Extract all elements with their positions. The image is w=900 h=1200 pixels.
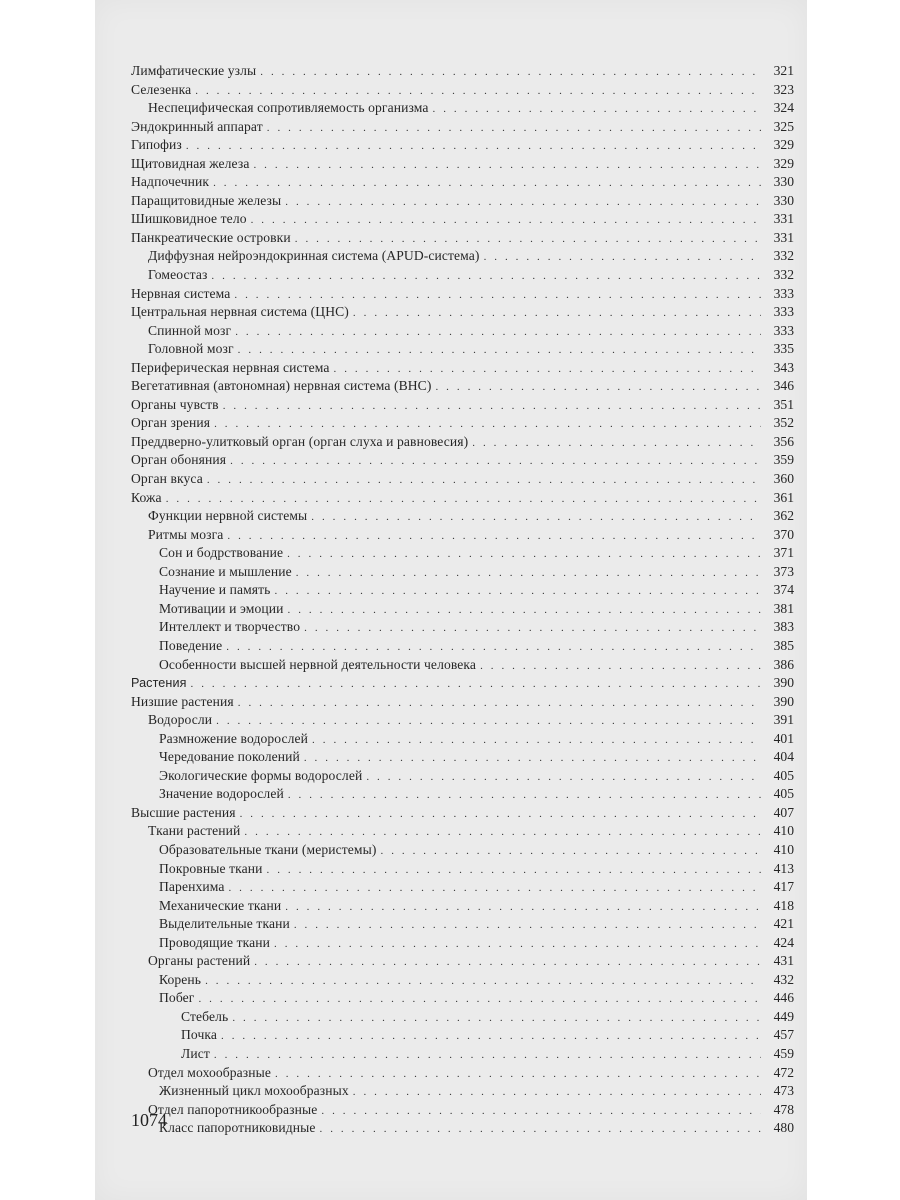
toc-entry xyxy=(131,285,794,304)
toc-entry-title: Щитовидная железа xyxy=(131,155,250,171)
dot-leader xyxy=(226,638,761,656)
toc-entry-page: 331 xyxy=(773,229,794,245)
toc-entry xyxy=(131,507,794,526)
toc-entry-title: Спинной мозг xyxy=(148,322,232,338)
toc-entry-page: 346 xyxy=(773,378,794,394)
dot-leader xyxy=(353,304,761,322)
toc-entry-page: 330 xyxy=(773,174,794,190)
toc-entry-page: 473 xyxy=(773,1083,794,1099)
toc-entry xyxy=(131,1008,794,1027)
dot-leader xyxy=(238,694,761,712)
toc-entry-title: Низшие растения xyxy=(131,693,234,709)
dot-leader xyxy=(472,434,761,452)
dot-leader xyxy=(381,842,762,860)
toc-entry-title: Жизненный цикл мохообразных xyxy=(159,1083,349,1099)
toc-entry-title: Размножение водорослей xyxy=(159,730,309,746)
dot-leader xyxy=(321,1102,761,1120)
dot-leader xyxy=(234,286,761,304)
toc-entry-title: Водоросли xyxy=(148,712,213,728)
toc-entry-title: Кожа xyxy=(131,489,162,505)
dot-leader xyxy=(285,193,761,211)
toc-entry xyxy=(131,637,794,656)
toc-entry xyxy=(131,730,794,749)
toc-entry-page: 381 xyxy=(773,600,794,616)
toc-entry xyxy=(131,841,794,860)
toc-entry xyxy=(131,433,794,452)
toc-entry-page: 390 xyxy=(773,693,794,709)
toc-entry-page: 401 xyxy=(773,730,794,746)
toc-entry-title: Диффузная нейроэндокринная система (APUD-система) xyxy=(148,248,480,264)
toc-entry xyxy=(131,656,794,675)
toc-entry-page: 332 xyxy=(773,248,794,264)
dot-leader xyxy=(186,137,761,155)
dot-leader xyxy=(275,1065,761,1083)
toc-entry-title: Образовательные ткани (меристемы) xyxy=(159,841,377,857)
toc-entry-page: 352 xyxy=(773,415,794,431)
toc-entry xyxy=(131,767,794,786)
dot-leader xyxy=(366,768,761,786)
toc-entry-page: 333 xyxy=(773,304,794,320)
dot-leader xyxy=(480,657,761,675)
dot-leader xyxy=(275,582,762,600)
toc-entry-title: Эндокринный аппарат xyxy=(131,118,263,134)
dot-leader xyxy=(214,1046,761,1064)
toc-entry-title: Вегетативная (автономная) нервная система (ВНС) xyxy=(131,378,432,394)
toc-entry xyxy=(131,414,794,433)
dot-leader xyxy=(198,990,761,1008)
toc-entry xyxy=(131,155,794,174)
toc-entry-page: 386 xyxy=(773,656,794,672)
toc-entry xyxy=(131,118,794,137)
toc-entry-title: Органы чувств xyxy=(131,396,219,412)
toc-entry-page: 332 xyxy=(773,267,794,283)
toc-entry xyxy=(131,470,794,489)
toc-entry-title: Ткани растений xyxy=(148,823,241,839)
dot-leader xyxy=(228,879,761,897)
toc-entry-page: 325 xyxy=(773,118,794,134)
toc-entry-page: 480 xyxy=(773,1120,794,1136)
dot-leader xyxy=(288,601,762,619)
dot-leader xyxy=(223,397,761,415)
toc-entry-title: Научение и память xyxy=(159,582,271,598)
toc-entry-title: Отдел папоротникообразные xyxy=(148,1101,318,1117)
toc-entry xyxy=(131,878,794,897)
toc-entry-page: 333 xyxy=(773,322,794,338)
toc-entry xyxy=(131,81,794,100)
toc-entry xyxy=(131,989,794,1008)
toc-entry xyxy=(131,1101,794,1120)
toc-entry-page: 343 xyxy=(773,359,794,375)
toc-entry-page: 391 xyxy=(773,712,794,728)
toc-entry-page: 405 xyxy=(773,786,794,802)
toc-entry xyxy=(131,618,794,637)
toc-entry xyxy=(131,99,794,118)
toc-entry-page: 321 xyxy=(773,63,794,78)
toc-entry xyxy=(131,581,794,600)
toc-entry xyxy=(131,210,794,229)
dot-leader xyxy=(287,545,761,563)
toc-entry-page: 417 xyxy=(773,879,794,895)
dot-leader xyxy=(211,267,761,285)
toc-entry-page: 410 xyxy=(773,841,794,857)
toc-entry-title: Мотивации и эмоции xyxy=(159,600,284,616)
toc-entry-title: Надпочечник xyxy=(131,174,210,190)
dot-leader xyxy=(285,898,761,916)
toc-entry xyxy=(131,915,794,934)
dot-leader xyxy=(238,341,761,359)
toc-entry xyxy=(131,136,794,155)
toc-entry-page: 432 xyxy=(773,971,794,987)
dot-leader xyxy=(166,490,761,508)
toc-entry xyxy=(131,266,794,285)
toc-entry-page: 371 xyxy=(773,545,794,561)
toc-entry-page: 459 xyxy=(773,1045,794,1061)
toc-entry-title: Гипофиз xyxy=(131,137,182,153)
toc-entry-page: 472 xyxy=(773,1064,794,1080)
toc-entry-title: Класс папоротниковидные xyxy=(159,1120,316,1136)
dot-leader xyxy=(227,527,761,545)
toc-entry xyxy=(131,544,794,563)
toc-entry xyxy=(131,489,794,508)
toc-entry xyxy=(131,62,794,81)
dot-leader xyxy=(334,360,761,378)
toc-entry xyxy=(131,563,794,582)
toc-entry-title: Преддверно-улитковый орган (орган слуха и равновесия) xyxy=(131,433,469,449)
toc-entry-title: Экологические формы водорослей xyxy=(159,767,363,783)
toc-entry-page: 390 xyxy=(773,675,794,691)
toc-entry-page: 405 xyxy=(773,767,794,783)
dot-leader xyxy=(267,861,762,879)
toc-entry-page: 331 xyxy=(773,211,794,227)
toc-entry-page: 323 xyxy=(773,81,794,97)
dot-leader xyxy=(296,564,761,582)
toc-entry-page: 413 xyxy=(773,860,794,876)
toc-entry xyxy=(131,173,794,192)
dot-leader xyxy=(288,786,761,804)
toc-entry-page: 385 xyxy=(773,637,794,653)
toc-entry-page: 478 xyxy=(773,1101,794,1117)
toc-entry-title: Побег xyxy=(159,990,195,1006)
toc-entry xyxy=(131,600,794,619)
toc-entry-page: 404 xyxy=(773,749,794,765)
dot-leader xyxy=(240,805,761,823)
toc-entry-title: Паращитовидные железы xyxy=(131,192,282,208)
toc-entry xyxy=(131,451,794,470)
toc-entry-title: Механические ткани xyxy=(159,897,282,913)
toc-entry-title: Покровные ткани xyxy=(159,860,263,876)
toc-entry-page: 330 xyxy=(773,192,794,208)
toc-entry-page: 356 xyxy=(773,433,794,449)
dot-leader xyxy=(235,323,761,341)
toc-entry-page: 333 xyxy=(773,285,794,301)
dot-leader xyxy=(221,1027,761,1045)
toc-entry-title: Сон и бодрствование xyxy=(159,545,284,561)
dot-leader xyxy=(254,953,761,971)
dot-leader xyxy=(304,749,761,767)
toc-entry-title: Орган вкуса xyxy=(131,471,203,487)
toc-entry xyxy=(131,971,794,990)
toc-entry-page: 431 xyxy=(773,953,794,969)
toc-entry-title: Паренхима xyxy=(159,879,225,895)
toc-entry xyxy=(131,322,794,341)
toc-entry-title: Выделительные ткани xyxy=(159,916,290,932)
toc-entry-title: Селезенка xyxy=(131,81,192,97)
toc-entry-title: Шишковидное тело xyxy=(131,211,247,227)
toc-entry xyxy=(131,674,794,693)
toc-entry-title: Особенности высшей нервной деятельности человека xyxy=(159,656,477,672)
dot-leader xyxy=(195,82,761,100)
toc-entry-page: 329 xyxy=(773,137,794,153)
dot-leader xyxy=(251,211,761,229)
toc-entry xyxy=(131,693,794,712)
dot-leader xyxy=(353,1083,761,1101)
toc-entry-title: Ритмы мозга xyxy=(148,526,224,542)
toc-entry-page: 383 xyxy=(773,619,794,635)
toc-entry-title: Поведение xyxy=(159,637,223,653)
toc-entry-page: 360 xyxy=(773,471,794,487)
toc-entry-page: 410 xyxy=(773,823,794,839)
toc-entry-title: Интеллект и творчество xyxy=(159,619,301,635)
toc-entry xyxy=(131,247,794,266)
toc-entry xyxy=(131,359,794,378)
toc-entry-title: Периферическая нервная система xyxy=(131,359,330,375)
toc-entry xyxy=(131,934,794,953)
dot-leader xyxy=(253,156,761,174)
dot-leader xyxy=(244,823,761,841)
dot-leader xyxy=(205,972,761,990)
toc-entry xyxy=(131,229,794,248)
dot-leader xyxy=(267,119,761,137)
toc-entry-title: Гомеостаз xyxy=(148,267,208,283)
dot-leader xyxy=(320,1120,761,1138)
toc-entry xyxy=(131,860,794,879)
toc-entry-title: Центральная нервная система (ЦНС) xyxy=(131,304,349,320)
dot-leader xyxy=(207,471,761,489)
dot-leader xyxy=(214,415,761,433)
toc-entry xyxy=(131,952,794,971)
dot-leader xyxy=(484,248,761,266)
toc-entry xyxy=(131,711,794,730)
toc-entry xyxy=(131,303,794,322)
dot-leader xyxy=(230,452,761,470)
toc-entry xyxy=(131,804,794,823)
toc-entry-title: Проводящие ткани xyxy=(159,934,271,950)
dot-leader xyxy=(294,916,761,934)
toc-entry-page: 374 xyxy=(773,582,794,598)
toc-entry-page: 329 xyxy=(773,155,794,171)
toc-entry-title: Головной мозг xyxy=(148,341,234,357)
toc-entry xyxy=(131,1026,794,1045)
toc-entry-title: Отдел мохообразные xyxy=(148,1064,272,1080)
toc-entry-title: Почка xyxy=(181,1027,218,1043)
toc-entry-page: 373 xyxy=(773,563,794,579)
toc-entry-title: Орган обоняния xyxy=(131,452,227,468)
dot-leader xyxy=(295,230,761,248)
toc-entry xyxy=(131,1045,794,1064)
toc-entry xyxy=(131,396,794,415)
toc-entry-page: 407 xyxy=(773,804,794,820)
dot-leader xyxy=(312,731,761,749)
toc-entry xyxy=(131,1082,794,1101)
toc-entry-page: 449 xyxy=(773,1008,794,1024)
toc-entry-title: Значение водорослей xyxy=(159,786,284,802)
toc-entry-title: Неспецифическая сопротивляемость организма xyxy=(148,100,429,116)
toc-entry xyxy=(131,340,794,359)
toc-entry-title: Стебель xyxy=(181,1008,229,1024)
toc-entry xyxy=(131,526,794,545)
dot-leader xyxy=(435,378,761,396)
toc-entry-page: 457 xyxy=(773,1027,794,1043)
toc-entry-title: Панкреатические островки xyxy=(131,229,291,245)
toc-entry-title: Высшие растения xyxy=(131,804,236,820)
dot-leader xyxy=(213,174,761,192)
toc-entry-page: 359 xyxy=(773,452,794,468)
toc-entry-title: Сознание и мышление xyxy=(159,563,292,579)
toc-entry-page: 418 xyxy=(773,897,794,913)
toc-entry-title: Лимфатические узлы xyxy=(131,63,257,78)
toc-entry-title: Орган зрения xyxy=(131,415,211,431)
toc-entry xyxy=(131,1119,794,1138)
toc-entry-page: 362 xyxy=(773,508,794,524)
toc-entry-page: 324 xyxy=(773,100,794,116)
toc-entry xyxy=(131,897,794,916)
toc-entry xyxy=(131,377,794,396)
toc-entry-title: Корень xyxy=(159,971,202,987)
dot-leader xyxy=(304,619,761,637)
toc-entry-title: Лист xyxy=(181,1045,210,1061)
dot-leader xyxy=(191,675,761,693)
dot-leader xyxy=(311,508,761,526)
toc-entry-page: 335 xyxy=(773,341,794,357)
table-of-contents xyxy=(131,62,794,1138)
toc-entry-page: 446 xyxy=(773,990,794,1006)
dot-leader xyxy=(274,935,761,953)
toc-entry-page: 370 xyxy=(773,526,794,542)
toc-entry-title: Нервная система xyxy=(131,285,231,301)
dot-leader xyxy=(433,100,761,118)
toc-entry-page: 424 xyxy=(773,934,794,950)
toc-entry-page: 351 xyxy=(773,396,794,412)
dot-leader xyxy=(260,63,761,81)
toc-entry xyxy=(131,192,794,211)
toc-entry-title: Чередование поколений xyxy=(159,749,300,765)
toc-entry-page: 361 xyxy=(773,489,794,505)
toc-entry xyxy=(131,1064,794,1083)
toc-entry xyxy=(131,785,794,804)
dot-leader xyxy=(232,1009,761,1027)
dot-leader xyxy=(216,712,761,730)
toc-entry-page: 421 xyxy=(773,916,794,932)
toc-entry xyxy=(131,748,794,767)
page-number: 1074 xyxy=(131,1110,167,1130)
toc-entry-title: Органы растений xyxy=(148,953,251,969)
toc-entry xyxy=(131,822,794,841)
toc-entry-title: Растения xyxy=(131,676,187,691)
toc-entry-title: Функции нервной системы xyxy=(148,508,308,524)
